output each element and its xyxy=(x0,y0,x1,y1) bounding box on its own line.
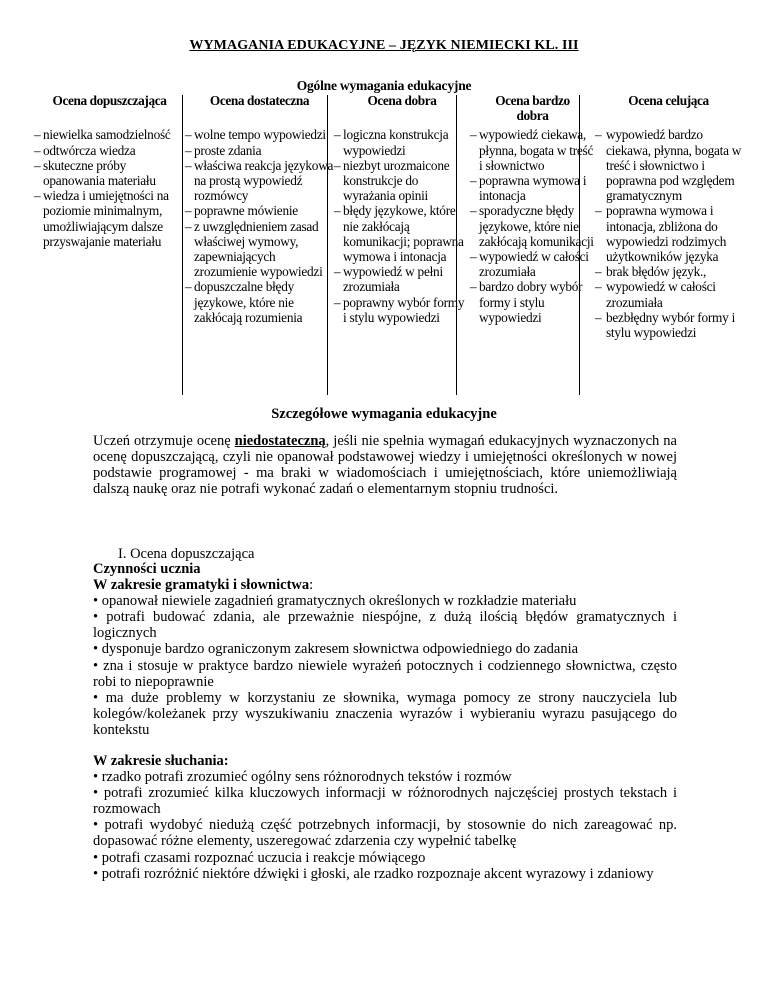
heading-colon: : xyxy=(309,577,314,594)
requirement-item: – z uwzględnieniem zasad właściwej wymowy, zapewniających zrozumienie wypowiedzi xyxy=(185,219,334,280)
grade-insufficient: niedostateczną xyxy=(234,433,326,449)
requirement-item: – dopuszczalne błędy językowe, które nie zakłócają rozumienia xyxy=(185,279,334,325)
requirement-item: – właściwa reakcja językowa na prostą wypowiedź rozmówcy xyxy=(185,158,334,204)
grade-column-dobra xyxy=(334,107,470,340)
requirement-item: – wypowiedź ciekawa, płynna, bogata w treść i słownictwo xyxy=(470,127,595,173)
listening-section xyxy=(93,753,677,882)
bullet-item: • zna i stosuje w praktyce bardzo niewiele wyrażeń potocznych i codziennego słownictwa, często robi to niepoprawnie xyxy=(93,657,677,690)
requirement-item: – wypowiedź w całości zrozumiała xyxy=(595,279,742,309)
requirement-item: – błędy językowe, które nie zakłócają komunikacji; poprawna wymowa i intonacja xyxy=(334,203,470,264)
requirement-item: – poprawny wybór formy i stylu wypowiedzi xyxy=(334,295,470,325)
bullet-item: • potrafi rozróżnić niektóre dźwięki i głoski, ale rzadko rozpoznaje akcent wyrazowy i zdaniowy xyxy=(93,865,654,882)
requirement-item: – poprawne mówienie xyxy=(185,203,334,218)
requirement-item: – bezbłędny wybór formy i stylu wypowiedzi xyxy=(595,310,742,340)
grades-table xyxy=(34,93,742,340)
column-header: Ocena dopuszczająca xyxy=(52,93,167,108)
bullet-item: • potrafi wydobyć niedużą część potrzebnych informacji, by stosownie do nich zareagować np. dopasować różne elementy, uszeregować zdarzenia czy wypełnić tabelkę xyxy=(93,817,677,850)
bullet-item: • opanował niewiele zagadnień gramatycznych określonych w rozkładzie materiału xyxy=(93,593,577,610)
requirement-item: – poprawna wymowa i intonacja xyxy=(470,173,595,203)
requirement-item: – niezbyt urozmaicone konstrukcje do wyrażania opinii xyxy=(334,158,470,204)
document-title: WYMAGANIA EDUKACYJNE – JĘZYK NIEMIECKI KL. III xyxy=(189,38,579,53)
requirement-item: – proste zdania xyxy=(185,143,334,158)
grade-column-dopuszczajaca xyxy=(34,107,185,340)
grade-column-dostateczna xyxy=(185,107,334,340)
requirement-item: – bardzo dobry wybór formy i stylu wypowiedzi xyxy=(470,279,595,325)
intro-paragraph xyxy=(93,433,677,497)
bullet-item: • potrafi budować zdania, ale przeważnie niespójne, z dużą ilością błędów gramatycznych i logicznych xyxy=(93,609,677,642)
grammar-section xyxy=(93,561,677,738)
bullet-item: • potrafi zrozumieć kilka kluczowych informacji w różnorodnych najczęściej prostych tekstach i rozmowach xyxy=(93,785,677,818)
bullet-item: • rzadko potrafi zrozumieć ogólny sens różnorodnych tekstów i rozmów xyxy=(93,769,512,786)
intro-text: , jeśli nie spełnia wymagań edukacyjnych wyznaczonych na ocenę dopuszczającą, czyli nie opanował podstawowej wiedzy i umiejętności określonych w nowej podstawie programowej - ma braki w wiadomościach i umiejętnościach, które uniemożliwiają dalszą naukę oraz nie potrafi wykonać zadań o elementarnym stopniu trudności. xyxy=(93,433,677,498)
column-header: Ocena dostateczna xyxy=(209,93,310,108)
requirement-item: – wiedza i umiejętności na poziomie minimalnym, umożliwiającym dalsze przyswajanie materiału xyxy=(34,188,185,249)
bullet-item: • ma duże problemy w korzystaniu ze słownika, wymaga pomocy ze strony nauczyciela lub kolegów/koleżanek przy wyszukiwaniu znaczenia wyrazów i wybieraniu wyrazu pasującego do kontekstu xyxy=(93,689,677,738)
section-label: I. Ocena dopuszczająca xyxy=(118,546,255,562)
requirement-item: – niewielka samodzielność xyxy=(34,127,185,142)
requirement-item: – wypowiedź w całości zrozumiała xyxy=(470,249,595,279)
detailed-requirements-heading: Szczegółowe wymagania edukacyjne xyxy=(271,406,497,422)
intro-text: Uczeń otrzymuje ocenę xyxy=(93,433,235,449)
requirement-item: – odtwórcza wiedza xyxy=(34,143,185,158)
requirement-item: – wypowiedź w pełni zrozumiała xyxy=(334,264,470,294)
bullet-item: • potrafi czasami rozpoznać uczucia i reakcje mówiącego xyxy=(93,849,426,866)
requirement-item: – wolne tempo wypowiedzi xyxy=(185,127,334,142)
requirement-item: – wypowiedź bardzo ciekawa, płynna, bogata w treść i słownictwo i poprawna pod względem gramatycznym xyxy=(595,127,742,203)
requirement-item: – logiczna konstrukcja wypowiedzi xyxy=(334,127,470,157)
requirement-item: – brak błędów język., xyxy=(595,264,742,279)
bullet-item: • dysponuje bardzo ograniczonym zakresem słownictwa odpowiedniego do zadania xyxy=(93,641,579,658)
activities-heading: Czynności ucznia xyxy=(93,561,201,577)
requirement-item: – sporadyczne błędy językowe, które nie zakłócają komunikacji xyxy=(470,203,595,249)
grammar-heading: W zakresie gramatyki i słownictwa xyxy=(93,577,310,594)
requirement-item: – skuteczne próby opanowania materiału xyxy=(34,158,185,188)
requirement-item: – poprawna wymowa i intonacja, zbliżona do wypowiedzi rodzimych użytkowników języka xyxy=(595,203,742,264)
general-requirements-heading: Ogólne wymagania edukacyjne xyxy=(296,78,472,93)
grade-column-celujaca xyxy=(595,107,742,340)
column-header: Ocena dobra xyxy=(367,93,437,108)
column-header: Ocena bardzo dobra xyxy=(495,93,570,124)
column-header: Ocena celująca xyxy=(628,93,709,108)
listening-heading: W zakresie słuchania: xyxy=(93,753,229,769)
grade-column-bardzo-dobra xyxy=(470,107,595,340)
